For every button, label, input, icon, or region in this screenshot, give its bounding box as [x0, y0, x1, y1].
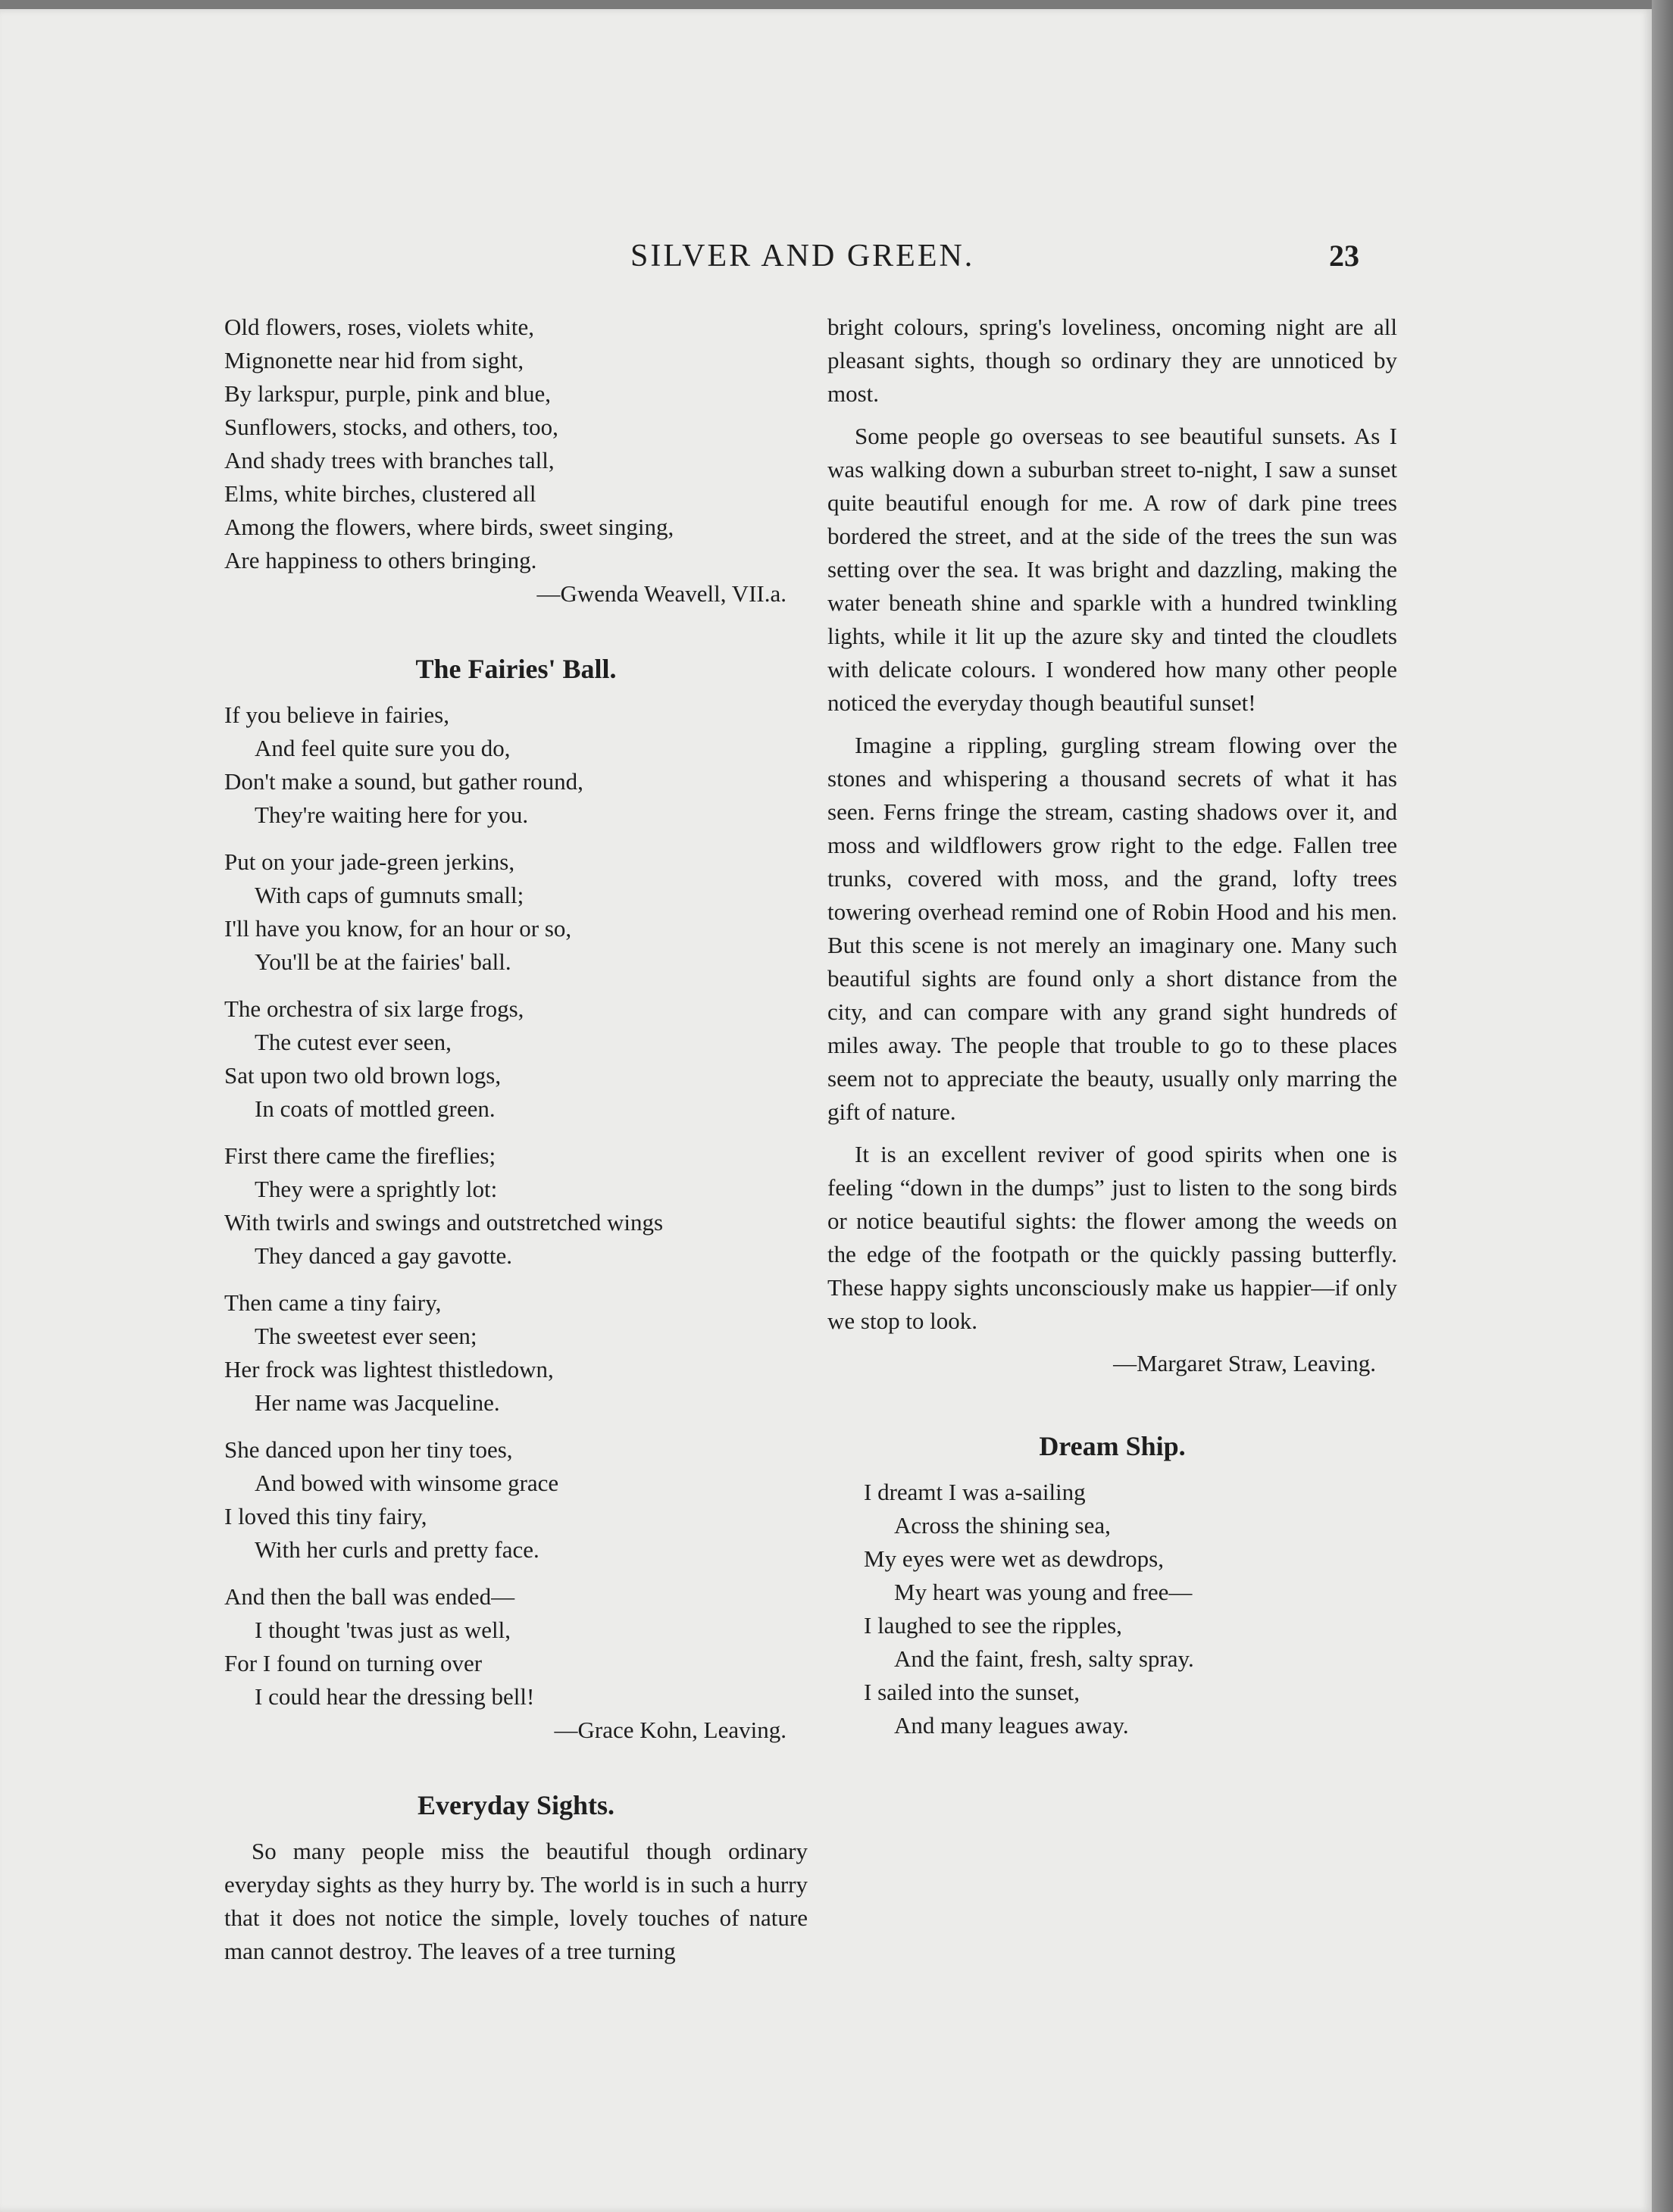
- poem-line: And the faint, fresh, salty spray.: [894, 1645, 1194, 1672]
- poem-line: She danced upon her tiny toes,: [224, 1436, 513, 1463]
- stanza: [224, 698, 808, 832]
- poem-line: With twirls and swings and outstretched wings: [224, 1209, 664, 1236]
- heading-fairies-ball: The Fairies' Ball.: [415, 654, 617, 684]
- poem-line: Her frock was lightest thistledown,: [224, 1356, 554, 1382]
- poem-line: The cutest ever seen,: [255, 1029, 452, 1055]
- stanza: [224, 1286, 808, 1420]
- poem-line: They were a sprightly lot:: [255, 1176, 498, 1202]
- poem-flowers: [224, 311, 808, 611]
- poem-line: They danced a gay gavotte.: [255, 1242, 512, 1269]
- essay-paragraph-continued: bright colours, spring's loveliness, oncoming night are all pleasant sights, though so ordinary they are unnoticed by most.: [827, 314, 1397, 407]
- poem-line: I loved this tiny fairy,: [224, 1503, 427, 1529]
- poem-line: I could hear the dressing bell!: [255, 1683, 535, 1710]
- poem-line: And feel quite sure you do,: [255, 735, 511, 761]
- poem-line: And then the ball was ended—: [224, 1583, 515, 1610]
- stanza: [224, 1580, 808, 1714]
- poem-line: Then came a tiny fairy,: [224, 1289, 442, 1316]
- running-header: [0, 238, 1652, 283]
- publication-title: SILVER AND GREEN.: [630, 239, 975, 273]
- poem-line: Put on your jade-green jerkins,: [224, 848, 515, 875]
- scan-top-edge: [0, 0, 1673, 9]
- poem-line: Elms, white birches, clustered all: [224, 480, 536, 507]
- poem-line: I laughed to see the ripples,: [864, 1612, 1122, 1639]
- poem-line: By larkspur, purple, pink and blue,: [224, 380, 551, 407]
- poem-fairies-ball: [224, 698, 808, 1747]
- heading-dream-ship: Dream Ship.: [1039, 1431, 1186, 1461]
- essay-author: —Margaret Straw, Leaving.: [1113, 1350, 1376, 1376]
- poem-line: With caps of gumnuts small;: [255, 882, 524, 908]
- essay-paragraph: Some people go overseas to see beautiful sunsets. As I was walking down a suburban street to-night, I saw a sunset quite beautiful enough for me. A row of dark pine trees bordered the street, and at the side of the trees the sun was setting over the sea. It was bright and dazzling, making the water beneath shine and sparkle with a hundred twinkling lights, while it lit up the azure sky and tinted the cloudlets with delicate colours. I wondered how many other people noticed the everyday though beautiful sunset!: [827, 423, 1397, 716]
- poem-line: Old flowers, roses, violets white,: [224, 314, 534, 340]
- right-column: [827, 311, 1397, 1742]
- binding-edge: [1652, 0, 1673, 2212]
- poem-line: For I found on turning over: [224, 1650, 483, 1676]
- page-number: 23: [1329, 239, 1359, 273]
- heading-everyday-sights: Everyday Sights.: [417, 1790, 615, 1820]
- poem-line: Sat upon two old brown logs,: [224, 1062, 502, 1089]
- poem-author: —Grace Kohn, Leaving.: [554, 1717, 786, 1743]
- poem-author: —Gwenda Weavell, VII.a.: [536, 580, 786, 607]
- poem-line: I sailed into the sunset,: [864, 1679, 1080, 1705]
- poem-line: Across the shining sea,: [894, 1512, 1111, 1539]
- poem-line: Mignonette near hid from sight,: [224, 347, 524, 373]
- poem-line: I dreamt I was a-sailing: [864, 1479, 1086, 1505]
- poem-line: Don't make a sound, but gather round,: [224, 768, 583, 795]
- poem-dream-ship: [827, 1476, 1397, 1742]
- poem-line: And bowed with winsome grace: [255, 1470, 559, 1496]
- poem-line: Sunflowers, stocks, and others, too,: [224, 414, 558, 440]
- stanza: [224, 1139, 808, 1273]
- poem-line: First there came the fireflies;: [224, 1142, 496, 1169]
- poem-line: I'll have you know, for an hour or so,: [224, 915, 572, 942]
- poem-line: And many leagues away.: [894, 1712, 1129, 1739]
- poem-line: And shady trees with branches tall,: [224, 447, 555, 473]
- poem-line: They're waiting here for you.: [255, 801, 529, 828]
- poem-line: In coats of mottled green.: [255, 1095, 496, 1122]
- poem-line: Among the flowers, where birds, sweet singing,: [224, 514, 674, 540]
- poem-line: You'll be at the fairies' ball.: [255, 948, 511, 975]
- stanza: [224, 1433, 808, 1567]
- poem-line: With her curls and pretty face.: [255, 1536, 539, 1563]
- stanza: [224, 992, 808, 1126]
- poem-line: Her name was Jacqueline.: [255, 1389, 500, 1416]
- poem-line: I thought 'twas just as well,: [255, 1617, 511, 1643]
- poem-line: Are happiness to others bringing.: [224, 547, 537, 573]
- poem-line: My eyes were wet as dewdrops,: [864, 1545, 1164, 1572]
- stanza: [224, 845, 808, 979]
- magazine-page: [0, 9, 1652, 2212]
- essay-paragraph: It is an excellent reviver of good spirits when one is feeling “down in the dumps” just to listen to the song birds or notice beautiful sights: the flower among the weeds on the edge of the footpath or the quickly passing butterfly. These happy sights unconsciously make us happier—if only we stop to look.: [827, 1141, 1397, 1334]
- poem-line: The sweetest ever seen;: [255, 1323, 477, 1349]
- essay-paragraph: Imagine a rippling, gurgling stream flowing over the stones and whispering a thousand secrets of what it has seen. Ferns fringe the stream, casting shadows over it, and moss and wildflowers grow right to the edge. Fallen tree trunks, covered with moss, and the grand, lofty trees towering overhead remind one of Robin Hood and his men. But this scene is not merely an imaginary one. Many such beautiful sights are found only a short distance from the city, and can compare with any grand sight hundreds of miles away. The people that trouble to go to these places seem not to appreciate the beauty, usually only marring the gift of nature.: [827, 732, 1397, 1125]
- poem-line: If you believe in fairies,: [224, 701, 449, 728]
- poem-line: My heart was young and free—: [894, 1579, 1193, 1605]
- essay-paragraph: So many people miss the beautiful though ordinary everyday sights as they hurry by. The world is in such a hurry that it does not notice the simple, lovely touches of nature man cannot destroy. The leaves of a tree turning: [224, 1838, 808, 1964]
- left-column: [224, 311, 808, 1977]
- poem-line: The orchestra of six large frogs,: [224, 995, 524, 1022]
